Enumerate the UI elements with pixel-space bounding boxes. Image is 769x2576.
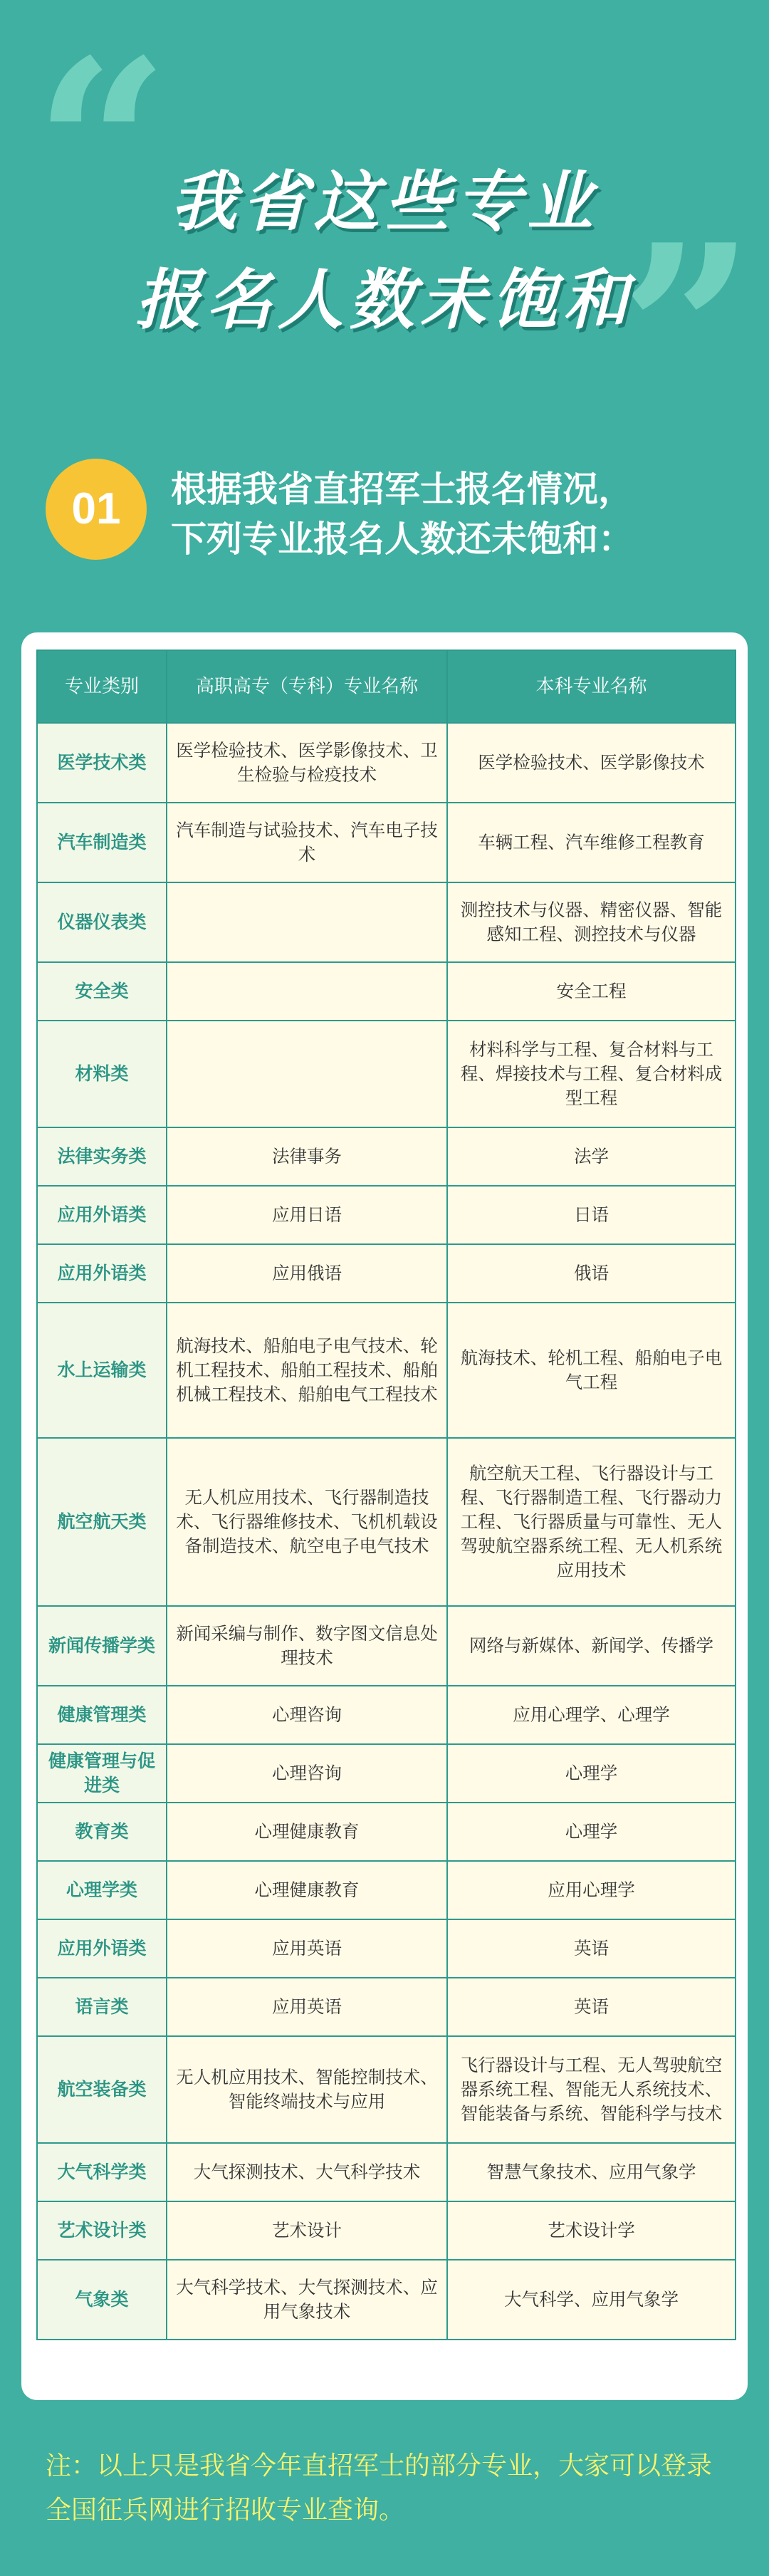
junior-college-cell: 应用日语 [167, 1186, 447, 1244]
table-row [37, 1803, 736, 1861]
bachelor-cell: 测控技术与仪器、精密仪器、智能感知工程、测控技术与仪器 [447, 882, 736, 962]
junior-college-cell: 新闻采编与制作、数字图文信息处理技术 [167, 1606, 447, 1686]
bachelor-cell: 航海技术、轮机工程、船舶电子电气工程 [447, 1303, 736, 1438]
bachelor-cell: 英语 [447, 1919, 736, 1978]
table-row [37, 882, 736, 962]
junior-college-cell: 艺术设计 [167, 2201, 447, 2260]
junior-college-cell: 航海技术、船舶电子电气技术、轮机工程技术、船舶工程技术、船舶机械工程技术、船舶电气工程技术 [167, 1303, 447, 1438]
page-title-line2: 报名人数未饱和 [135, 262, 634, 338]
bachelor-cell: 艺术设计学 [447, 2201, 736, 2260]
table-row [37, 1686, 736, 1744]
category-cell: 心理学类 [37, 1861, 167, 1919]
table-row [37, 2260, 736, 2340]
category-cell: 艺术设计类 [37, 2201, 167, 2260]
intro-text [171, 464, 755, 564]
bachelor-cell: 车辆工程、汽车维修工程教育 [447, 803, 736, 882]
category-cell: 航空航天类 [37, 1438, 167, 1606]
table-row [37, 723, 736, 803]
table-row [37, 1438, 736, 1606]
header-bachelor: 本科专业名称 [447, 650, 736, 723]
category-cell: 材料类 [37, 1021, 167, 1127]
bachelor-cell: 应用心理学 [447, 1861, 736, 1919]
majors-table [36, 650, 736, 2340]
category-cell: 安全类 [37, 962, 167, 1021]
table-row [37, 1303, 736, 1438]
junior-college-cell: 心理咨询 [167, 1744, 447, 1803]
table-row [37, 1744, 736, 1803]
intro-line1: 根据我省直招军士报名情况， [171, 469, 634, 510]
category-cell: 应用外语类 [37, 1186, 167, 1244]
table-row [37, 962, 736, 1021]
bachelor-cell: 法学 [447, 1127, 736, 1186]
category-cell: 法律实务类 [37, 1127, 167, 1186]
category-cell: 健康管理类 [37, 1686, 167, 1744]
bachelor-cell: 应用心理学、心理学 [447, 1686, 736, 1744]
bachelor-cell: 航空航天工程、飞行器设计与工程、飞行器制造工程、飞行器动力工程、飞行器质量与可靠性、无人驾驶航空器系统工程、无人机系统应用技术 [447, 1438, 736, 1606]
junior-college-cell: 法律事务 [167, 1127, 447, 1186]
header-category: 专业类别 [37, 650, 167, 723]
table-row [37, 2201, 736, 2260]
junior-college-cell: 大气科学技术、大气探测技术、应用气象技术 [167, 2260, 447, 2340]
table-row [37, 2143, 736, 2201]
open-quote-icon: “ [34, 8, 169, 284]
intro-line2: 下列专业报名人数还未饱和： [171, 518, 634, 560]
table-header-row [37, 650, 736, 723]
table-row [37, 1186, 736, 1244]
table-row [37, 1127, 736, 1186]
bachelor-cell: 飞行器设计与工程、无人驾驶航空器系统工程、智能无人系统技术、智能装备与系统、智能科学与技术 [447, 2036, 736, 2143]
table-row [37, 1978, 736, 2036]
table-row [37, 1919, 736, 1978]
category-cell: 应用外语类 [37, 1919, 167, 1978]
table-row [37, 2036, 736, 2143]
junior-college-cell: 心理健康教育 [167, 1861, 447, 1919]
bachelor-cell: 网络与新媒体、新闻学、传播学 [447, 1606, 736, 1686]
bachelor-cell: 智慧气象技术、应用气象学 [447, 2143, 736, 2201]
close-quote-icon: ” [619, 193, 755, 469]
table-row [37, 1244, 736, 1303]
category-cell: 新闻传播学类 [37, 1606, 167, 1686]
table-row [37, 1606, 736, 1686]
category-cell: 汽车制造类 [37, 803, 167, 882]
junior-college-cell: 心理咨询 [167, 1686, 447, 1744]
table-row [37, 803, 736, 882]
junior-college-cell: 大气探测技术、大气科学技术 [167, 2143, 447, 2201]
category-cell: 水上运输类 [37, 1303, 167, 1438]
junior-college-cell [167, 882, 447, 962]
category-cell: 大气科学类 [37, 2143, 167, 2201]
junior-college-cell: 应用俄语 [167, 1244, 447, 1303]
category-cell: 气象类 [37, 2260, 167, 2340]
junior-college-cell: 无人机应用技术、智能控制技术、智能终端技术与应用 [167, 2036, 447, 2143]
junior-college-cell: 应用英语 [167, 1919, 447, 1978]
junior-college-cell: 应用英语 [167, 1978, 447, 2036]
bachelor-cell: 心理学 [447, 1803, 736, 1861]
category-cell: 应用外语类 [37, 1244, 167, 1303]
table-row [37, 1021, 736, 1127]
bachelor-cell: 心理学 [447, 1744, 736, 1803]
category-cell: 医学技术类 [37, 723, 167, 803]
bachelor-cell: 日语 [447, 1186, 736, 1244]
junior-college-cell [167, 962, 447, 1021]
bachelor-cell: 安全工程 [447, 962, 736, 1021]
table-body [37, 723, 736, 2340]
section-number-badge: 01 [46, 459, 147, 560]
footnote: 注：以上只是我省今年直招军士的部分专业，大家可以登录全国征兵网进行招收专业查询。 [46, 2451, 713, 2525]
header-junior-college: 高职高专（专科）专业名称 [167, 650, 447, 723]
bachelor-cell: 俄语 [447, 1244, 736, 1303]
category-cell: 语言类 [37, 1978, 167, 2036]
bachelor-cell: 材料科学与工程、复合材料与工程、焊接技术与工程、复合材料成型工程 [447, 1021, 736, 1127]
bachelor-cell: 英语 [447, 1978, 736, 2036]
junior-college-cell: 无人机应用技术、飞行器制造技术、飞行器维修技术、飞机机载设备制造技术、航空电子电气技术 [167, 1438, 447, 1606]
category-cell: 健康管理与促进类 [37, 1744, 167, 1803]
category-cell: 仪器仪表类 [37, 882, 167, 962]
bachelor-cell: 医学检验技术、医学影像技术 [447, 723, 736, 803]
bachelor-cell: 大气科学、应用气象学 [447, 2260, 736, 2340]
junior-college-cell: 汽车制造与试验技术、汽车电子技术 [167, 803, 447, 882]
junior-college-cell [167, 1021, 447, 1127]
category-cell: 航空装备类 [37, 2036, 167, 2143]
table-row [37, 1861, 736, 1919]
junior-college-cell: 医学检验技术、医学影像技术、卫生检验与检疫技术 [167, 723, 447, 803]
category-cell: 教育类 [37, 1803, 167, 1861]
junior-college-cell: 心理健康教育 [167, 1803, 447, 1861]
page-title-line1: 我省这些专业 [170, 164, 598, 240]
